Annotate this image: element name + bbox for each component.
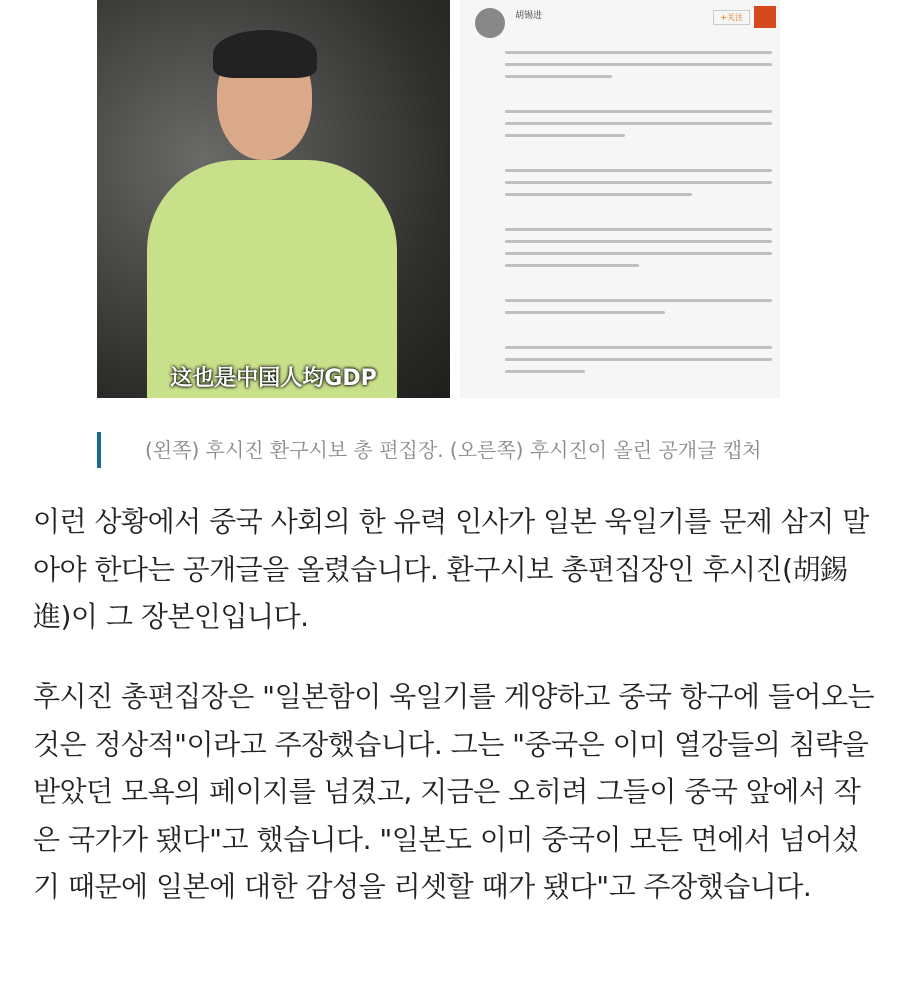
photo-hair (213, 30, 317, 78)
hu-xijin-photo (97, 0, 450, 398)
video-subtitle: 这也是中国人均GDP (170, 366, 377, 391)
article-paragraph: 이런 상황에서 중국 사회의 한 유력 인사가 일본 욱일기를 문제 삼지 말아야 한다는 공개글을 올렸습니다. 환구시보 총편집장인 후시진(胡錫進)이 그 장본인입니다. (33, 505, 869, 633)
weibo-post-capture (460, 0, 780, 398)
figure-caption: (왼쪽) 후시진 환구시보 총 편집장. (오른쪽) 후시진이 올린 공개글 캡처 (97, 432, 761, 468)
weibo-post-text-blurred (505, 42, 772, 398)
avatar (475, 8, 505, 38)
article-paragraph: 후시진 총편집장은 "일본함이 욱일기를 게양하고 중국 항구에 들어오는 것은 정상적"이라고 주장했습니다. 그는 "중국은 이미 열강들의 침략을 받았던 모욕의 페이지를 넘겼고, 지금은 오히려 그들이 중국 앞에서 작은 국가가 됐다"고 했습니다. "일본도 이미 중국이 모든 면에서 넘어섰기 때문에 일본에 대한 감성을 리셋할 때가 됐다"고 주장했습니다. (33, 680, 875, 903)
flag-icon (754, 6, 776, 28)
weibo-author: 胡锡进 (515, 11, 543, 21)
article-figure (97, 0, 780, 398)
follow-button: +关注 (713, 10, 750, 25)
